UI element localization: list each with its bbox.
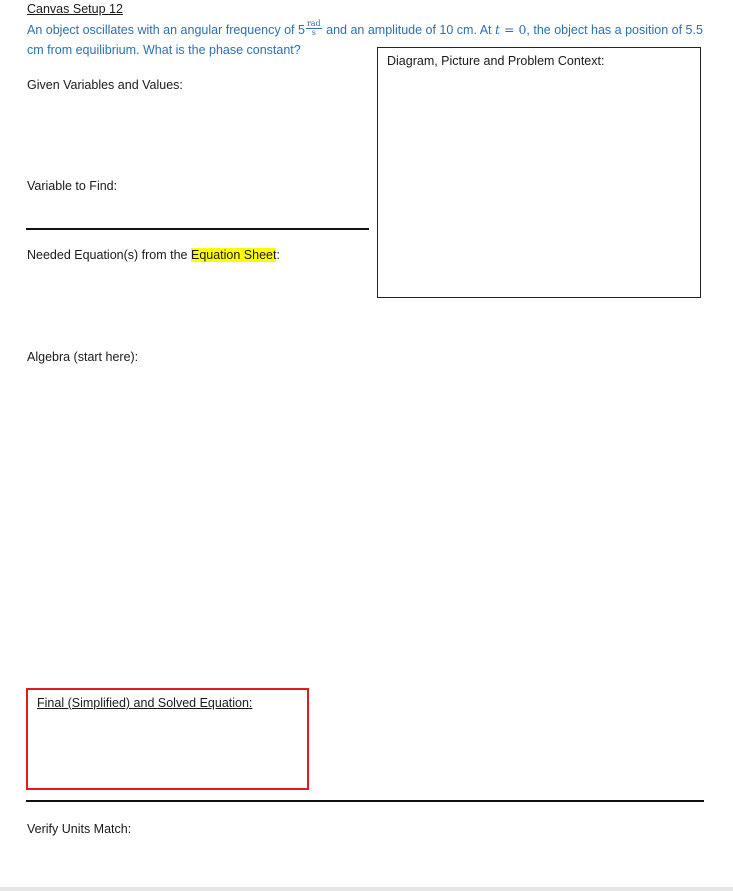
time-equals: = 0	[500, 22, 527, 37]
page-bottom-edge	[0, 887, 733, 891]
unit-fraction	[306, 20, 322, 37]
final-equation-label: Final (Simplified) and Solved Equation:	[37, 696, 253, 710]
needed-suffix: :	[276, 248, 280, 262]
final-divider	[26, 800, 704, 802]
needed-prefix: Needed Equation(s) from the	[27, 248, 191, 262]
document-title: Canvas Setup 12	[27, 2, 123, 16]
section-divider	[26, 228, 369, 230]
algebra-label: Algebra (start here):	[27, 350, 139, 364]
given-variables-label: Given Variables and Values:	[27, 78, 183, 92]
final-equation-box[interactable]	[26, 688, 309, 790]
fraction-denominator: s	[311, 28, 316, 38]
equation-sheet-highlight: Equation Sheet	[190, 248, 277, 262]
problem-text-3: , the object has a position of 5.5 cm from equilibrium. What is the phase constant?	[27, 23, 703, 57]
fraction-numerator: rad	[306, 19, 321, 29]
verify-units-label: Verify Units Match:	[27, 822, 132, 836]
diagram-box[interactable]	[377, 47, 701, 298]
variable-to-find-label: Variable to Find:	[27, 179, 118, 193]
needed-equations-label	[27, 248, 280, 262]
problem-text-1: An object oscillates with an angular frequency of 5	[27, 23, 305, 37]
problem-text-2: and an amplitude of 10 cm. At	[322, 23, 495, 37]
time-variable: t	[495, 22, 501, 37]
diagram-label: Diagram, Picture and Problem Context:	[387, 54, 605, 68]
